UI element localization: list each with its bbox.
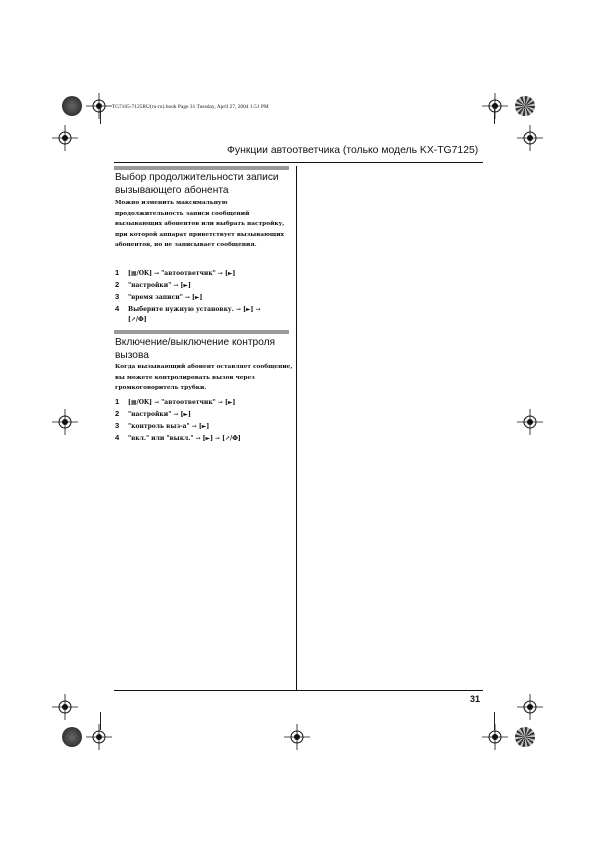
- crosshair-icon: [86, 724, 112, 750]
- step-number: 4: [115, 304, 120, 313]
- step-text: "время записи" → [►]: [128, 294, 203, 301]
- step-item: [115, 292, 295, 303]
- section-bar: [114, 330, 289, 334]
- section-bar: [114, 166, 289, 170]
- trim-line: [100, 106, 101, 124]
- step-item: [115, 280, 295, 291]
- crosshair-icon: [52, 409, 78, 435]
- section-heading: Выбор продолжительности записи вызывающего абонента: [115, 172, 279, 196]
- trim-line: [494, 712, 495, 730]
- crosshair-icon: [482, 724, 508, 750]
- step-number: 1: [115, 268, 120, 277]
- step-text: [▦/OK] → "автоответчик" → [►]: [128, 399, 236, 406]
- step-item: [115, 268, 295, 279]
- crosshair-icon: [482, 93, 508, 119]
- page-number: 31: [470, 694, 481, 704]
- crosshair-icon: [52, 694, 78, 720]
- section-paragraph: Когда вызывающий абонент оставляет сообщение, вы можете контролировать вызов через громкоговоритель трубки.: [115, 364, 293, 392]
- registration-dot-bottom-right: [515, 727, 535, 747]
- header-rule: [114, 162, 483, 163]
- print-job-info: TG7105-7125RU(ru-ru).book Page 31 Tuesday, April 27, 2004 1:51 PM: [112, 104, 269, 110]
- step-item: [115, 304, 295, 325]
- step-item: [115, 397, 295, 408]
- trim-line: [100, 712, 101, 730]
- registration-dot-top-right: [515, 96, 535, 116]
- step-text-continued: [↗/Ф]: [128, 316, 147, 324]
- step-number: 2: [115, 409, 120, 418]
- step-number: 4: [115, 433, 120, 442]
- trim-line: [494, 106, 495, 124]
- step-text: "вкл." или "выкл." → [►] → [↗/Ф]: [128, 435, 241, 442]
- page-section-title: Функции автоответчика (только модель KX-TG7125): [227, 145, 479, 156]
- section-paragraph: Можно изменить максимальную продолжительность записи сообщений вызывающих абонентов или выбрать настройку, при которой аппарат приветствует вызывающих абонентов, но не записывает сообщения.: [115, 200, 285, 249]
- step-item: [115, 433, 295, 444]
- step-text: [▦/OK] → "автоответчик" → [►]: [128, 270, 236, 277]
- step-number: 2: [115, 280, 120, 289]
- crosshair-icon: [517, 125, 543, 151]
- step-text: "настройки" → [►]: [128, 411, 191, 418]
- step-text: "контроль выз-а" → [►]: [128, 423, 210, 430]
- crosshair-icon: [284, 724, 310, 750]
- section-heading: Включение/выключение контроля вызова: [115, 337, 276, 361]
- crosshair-icon: [52, 125, 78, 151]
- step-number: 3: [115, 421, 120, 430]
- step-item: [115, 421, 295, 432]
- crosshair-icon: [517, 694, 543, 720]
- step-item: [115, 409, 295, 420]
- step-text: Выберите нужную установку. → [►] →: [128, 306, 261, 313]
- step-number: 1: [115, 397, 120, 406]
- step-number: 3: [115, 292, 120, 301]
- crosshair-icon: [86, 93, 112, 119]
- step-text: "настройки" → [►]: [128, 282, 191, 289]
- footer-rule: [114, 690, 483, 691]
- registration-dot-bottom-left: [62, 727, 82, 747]
- crosshair-icon: [517, 409, 543, 435]
- registration-dot-top-left: [62, 96, 82, 116]
- column-divider: [296, 166, 297, 691]
